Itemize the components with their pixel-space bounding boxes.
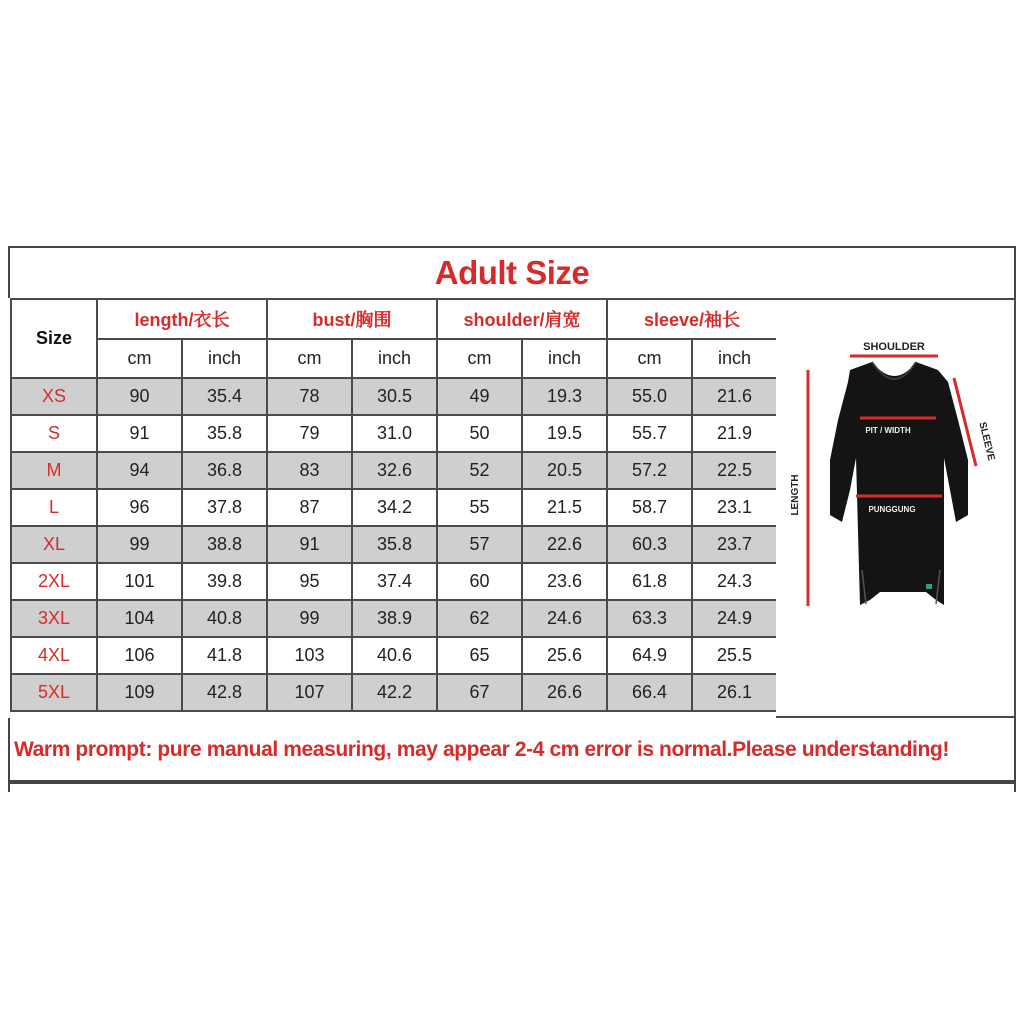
size-cell: M: [11, 452, 97, 489]
measurement-cell: 55.0: [607, 378, 692, 415]
size-cell: 5XL: [11, 674, 97, 711]
table-row: [11, 452, 777, 489]
measurement-cell: 49: [437, 378, 522, 415]
unit-header: inch: [352, 339, 437, 378]
table-row: [11, 674, 777, 711]
size-cell: 3XL: [11, 600, 97, 637]
measurement-cell: 36.8: [182, 452, 267, 489]
unit-header: inch: [522, 339, 607, 378]
sleeve-label: SLEEVE: [976, 420, 997, 462]
measurement-cell: 99: [97, 526, 182, 563]
group-header-sleeve: sleeve/袖长: [607, 299, 777, 339]
chart-frame-bottom: [8, 782, 1016, 792]
measurement-cell: 26.1: [692, 674, 777, 711]
measurement-cell: 104: [97, 600, 182, 637]
measurement-cell: 99: [267, 600, 352, 637]
table-row: [11, 600, 777, 637]
group-header-shoulder: shoulder/肩宽: [437, 299, 607, 339]
measurement-cell: 37.8: [182, 489, 267, 526]
table-row: [11, 563, 777, 600]
measurement-cell: 79: [267, 415, 352, 452]
measurement-cell: 94: [97, 452, 182, 489]
dress-illustration: [776, 300, 1014, 718]
group-header-bust: bust/胸围: [267, 299, 437, 339]
size-cell: 2XL: [11, 563, 97, 600]
measurement-cell: 109: [97, 674, 182, 711]
measurement-cell: 35.8: [352, 526, 437, 563]
size-cell: XS: [11, 378, 97, 415]
measurement-cell: 40.8: [182, 600, 267, 637]
measurement-cell: 22.6: [522, 526, 607, 563]
measurement-cell: 64.9: [607, 637, 692, 674]
measurement-cell: 38.8: [182, 526, 267, 563]
unit-header: cm: [607, 339, 692, 378]
measurement-cell: 55: [437, 489, 522, 526]
measurement-cell: 78: [267, 378, 352, 415]
measurement-cell: 21.5: [522, 489, 607, 526]
measurement-cell: 91: [97, 415, 182, 452]
measurement-cell: 40.6: [352, 637, 437, 674]
measurement-cell: 101: [97, 563, 182, 600]
measurement-cell: 61.8: [607, 563, 692, 600]
measurement-cell: 32.6: [352, 452, 437, 489]
table-row: [11, 526, 777, 563]
measurement-cell: 35.4: [182, 378, 267, 415]
table-row: [11, 415, 777, 452]
table-row: [11, 489, 777, 526]
measurement-cell: 103: [267, 637, 352, 674]
size-cell: XL: [11, 526, 97, 563]
table-row: [11, 378, 777, 415]
measurement-cell: 91: [267, 526, 352, 563]
measurement-cell: 19.3: [522, 378, 607, 415]
measurement-cell: 65: [437, 637, 522, 674]
size-cell: L: [11, 489, 97, 526]
measurement-cell: 25.5: [692, 637, 777, 674]
measurement-cell: 35.8: [182, 415, 267, 452]
measurement-cell: 106: [97, 637, 182, 674]
size-cell: 4XL: [11, 637, 97, 674]
dress-shape: [830, 362, 968, 605]
measurement-cell: 23.1: [692, 489, 777, 526]
measurement-cell: 39.8: [182, 563, 267, 600]
measurement-cell: 52: [437, 452, 522, 489]
measurement-cell: 34.2: [352, 489, 437, 526]
measurement-cell: 95: [267, 563, 352, 600]
measurement-cell: 20.5: [522, 452, 607, 489]
measurement-cell: 41.8: [182, 637, 267, 674]
measurement-cell: 107: [267, 674, 352, 711]
measurement-cell: 24.6: [522, 600, 607, 637]
measurement-cell: 22.5: [692, 452, 777, 489]
measurement-cell: 23.7: [692, 526, 777, 563]
measurement-cell: 60: [437, 563, 522, 600]
measurement-cell: 83: [267, 452, 352, 489]
measurement-cell: 24.9: [692, 600, 777, 637]
measurement-cell: 96: [97, 489, 182, 526]
measurement-cell: 67: [437, 674, 522, 711]
measurement-cell: 24.3: [692, 563, 777, 600]
page-title: Adult Size: [434, 254, 590, 291]
garment-diagram: [776, 298, 1016, 718]
unit-header: inch: [182, 339, 267, 378]
unit-header: inch: [692, 339, 777, 378]
measurement-cell: 19.5: [522, 415, 607, 452]
measurement-cell: 31.0: [352, 415, 437, 452]
measurement-cell: 50: [437, 415, 522, 452]
measurement-cell: 21.6: [692, 378, 777, 415]
size-table: [10, 298, 778, 712]
unit-header: cm: [437, 339, 522, 378]
pit-width-label: PIT / WIDTH: [865, 426, 911, 435]
measurement-cell: 42.2: [352, 674, 437, 711]
measurement-cell: 66.4: [607, 674, 692, 711]
measurement-cell: 87: [267, 489, 352, 526]
label-tag: [926, 584, 932, 589]
measurement-cell: 90: [97, 378, 182, 415]
measurement-note: Warm prompt: pure manual measuring, may appear 2-4 cm error is normal.Please understanding!: [8, 718, 1016, 782]
measurement-cell: 60.3: [607, 526, 692, 563]
measurement-cell: 63.3: [607, 600, 692, 637]
measurement-cell: 23.6: [522, 563, 607, 600]
table-row: [11, 637, 777, 674]
measurement-cell: 37.4: [352, 563, 437, 600]
measurement-cell: 62: [437, 600, 522, 637]
measurement-cell: 30.5: [352, 378, 437, 415]
measurement-cell: 25.6: [522, 637, 607, 674]
size-table-body: [11, 378, 777, 711]
unit-header: cm: [267, 339, 352, 378]
punggung-label: PUNGGUNG: [868, 505, 916, 514]
measurement-cell: 42.8: [182, 674, 267, 711]
unit-header: cm: [97, 339, 182, 378]
shoulder-label: SHOULDER: [863, 341, 925, 353]
measurement-cell: 38.9: [352, 600, 437, 637]
size-column-header: Size: [11, 299, 97, 378]
group-header-length: length/衣长: [97, 299, 267, 339]
measurement-cell: 21.9: [692, 415, 777, 452]
measurement-cell: 58.7: [607, 489, 692, 526]
measurement-cell: 55.7: [607, 415, 692, 452]
length-label: LENGTH: [790, 474, 801, 516]
measurement-cell: 26.6: [522, 674, 607, 711]
size-cell: S: [11, 415, 97, 452]
measurement-cell: 57: [437, 526, 522, 563]
measurement-cell: 57.2: [607, 452, 692, 489]
